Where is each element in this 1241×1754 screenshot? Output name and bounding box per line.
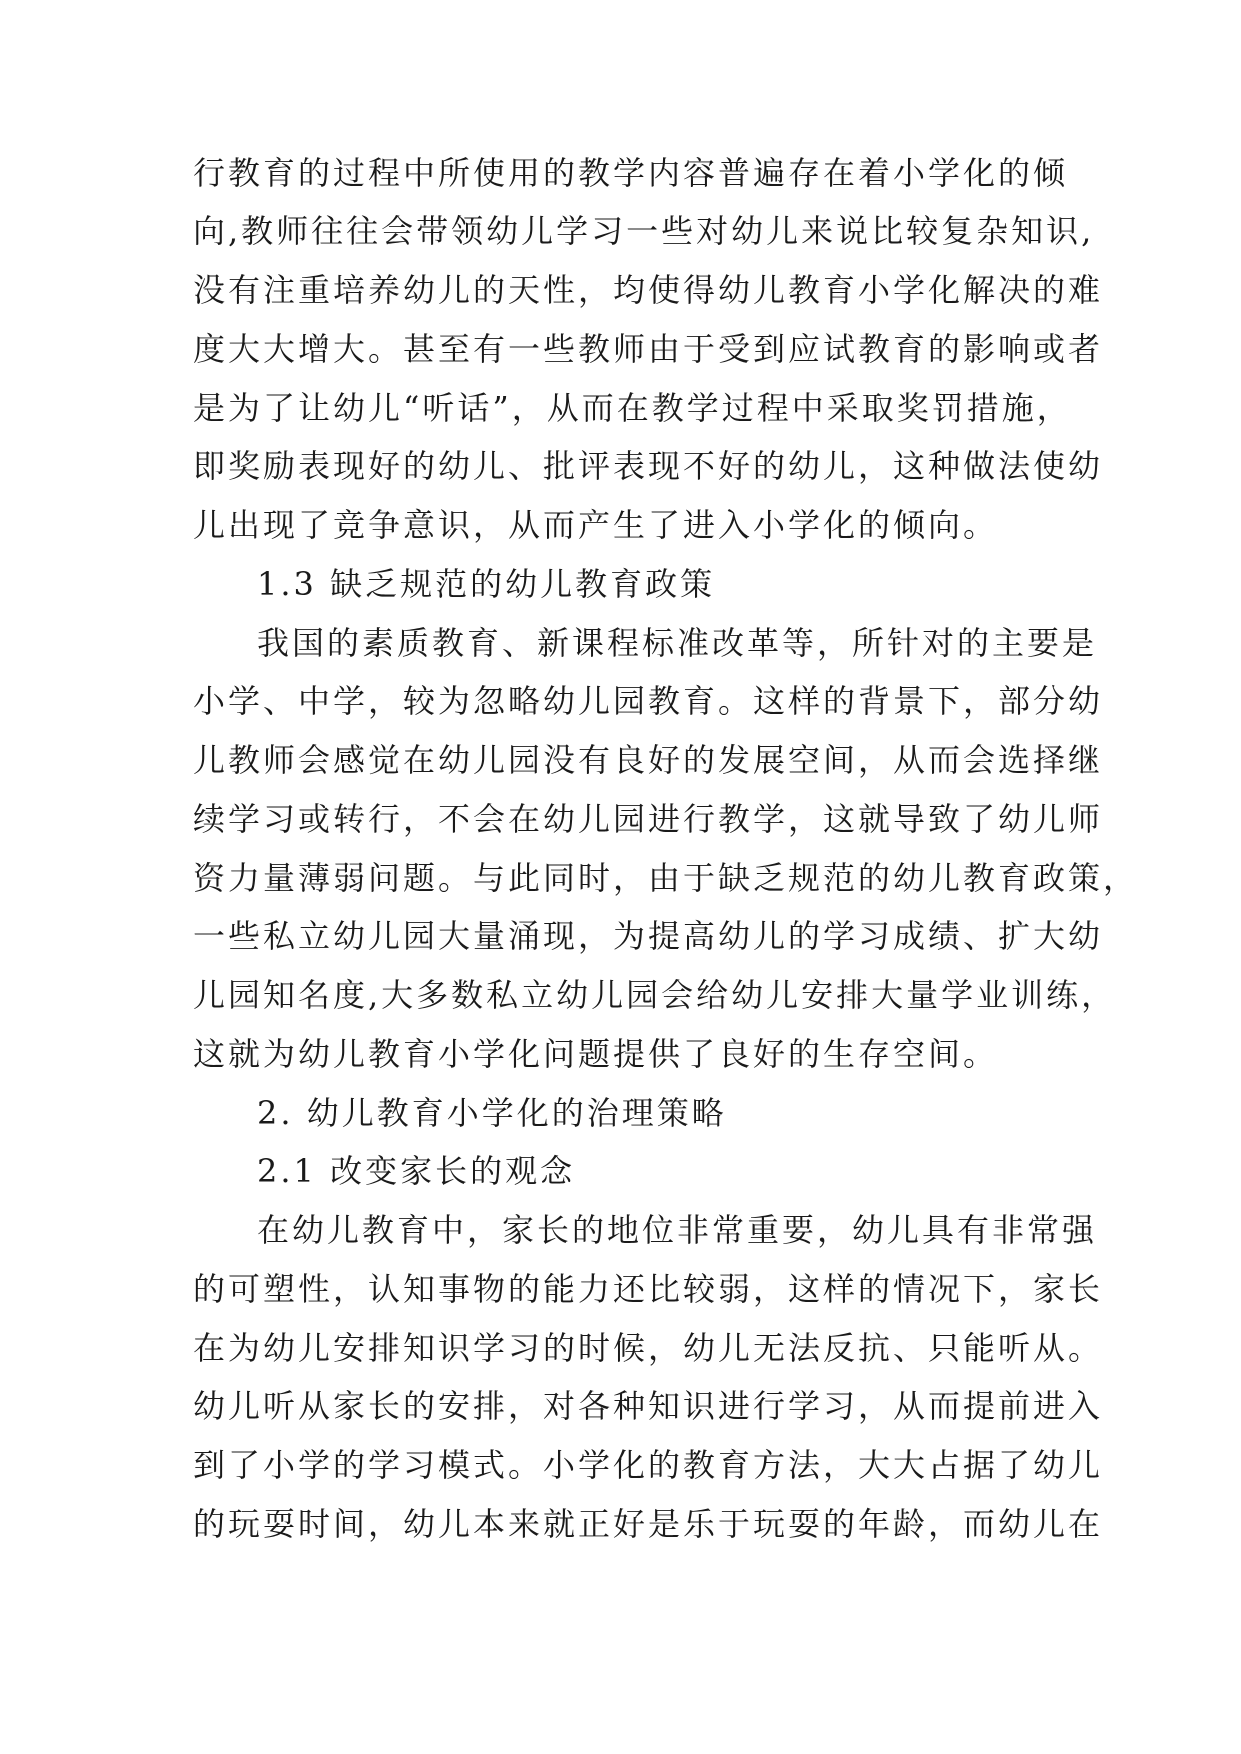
text-line-12: 续学习或转行，不会在幼儿园进行教学，这就导致了幼儿师 (193, 800, 1104, 838)
text-line-20: 的可塑性，认知事物的能力还比较弱，这样的情况下，家长 (193, 1270, 1104, 1308)
text-line-15: 儿园知名度,大多数私立幼儿园会给幼儿安排大量学业训练， (193, 976, 1117, 1014)
text-line-21: 在为幼儿安排知识学习的时候，幼儿无法反抗、只能听从。 (193, 1329, 1104, 1367)
text-line-22: 幼儿听从家长的安排，对各种知识进行学习，从而提前进入 (193, 1387, 1104, 1425)
text-line-24: 的玩耍时间，幼儿本来就正好是乐于玩耍的年龄，而幼儿在 (193, 1505, 1104, 1543)
text-line-13: 资力量薄弱问题。与此同时，由于缺乏规范的幼儿教育政策， (193, 859, 1139, 897)
text-line-5: 是为了让幼儿“听话”，从而在教学过程中采取奖罚措施， (193, 389, 1072, 427)
text-line-4: 度大大增大。甚至有一些教师由于受到应试教育的影响或者 (193, 330, 1104, 368)
text-line-1: 行教育的过程中所使用的教学内容普遍存在着小学化的倾 (193, 154, 1069, 192)
text-line-14: 一些私立幼儿园大量涌现，为提高幼儿的学习成绩、扩大幼 (193, 917, 1104, 955)
section-heading-1-3: 1.3 缺乏规范的幼儿教育政策 (257, 565, 716, 603)
section-heading-2: 2. 幼儿教育小学化的治理策略 (257, 1094, 727, 1132)
text-line-2: 向,教师往往会带领幼儿学习一些对幼儿来说比较复杂知识, (193, 212, 1095, 250)
text-line-11: 儿教师会感觉在幼儿园没有良好的发展空间，从而会选择继 (193, 741, 1104, 779)
text-line-23: 到了小学的学习模式。小学化的教育方法，大大占据了幼儿 (193, 1446, 1104, 1484)
text-line-7: 儿出现了竞争意识，从而产生了进入小学化的倾向。 (193, 506, 999, 544)
section-heading-2-1: 2.1 改变家长的观念 (257, 1152, 576, 1190)
text-line-19: 在幼儿教育中，家长的地位非常重要，幼儿具有非常强 (257, 1211, 1098, 1249)
text-line-10: 小学、中学，较为忽略幼儿园教育。这样的背景下，部分幼 (193, 682, 1104, 720)
text-line-16: 这就为幼儿教育小学化问题提供了良好的生存空间。 (193, 1035, 999, 1073)
text-line-6: 即奖励表现好的幼儿、批评表现不好的幼儿，这种做法使幼 (193, 447, 1104, 485)
text-line-3: 没有注重培养幼儿的天性，均使得幼儿教育小学化解决的难 (193, 271, 1104, 309)
text-line-9: 我国的素质教育、新课程标准改革等，所针对的主要是 (257, 624, 1098, 662)
